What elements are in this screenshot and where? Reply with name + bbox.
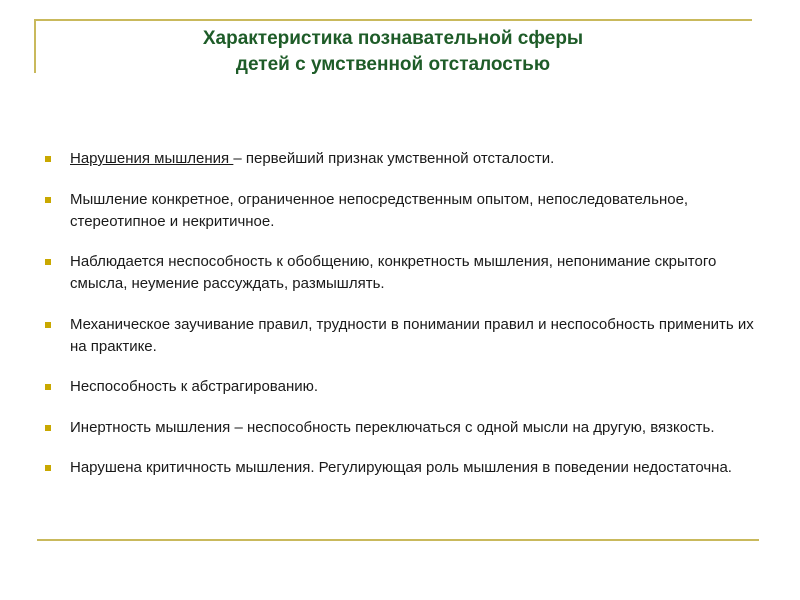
- bullet-item-text: Нарушена критичность мышления. Регулирующая роль мышления в поведении недостаточна.: [70, 459, 732, 476]
- bullet-item-criticality: [45, 457, 765, 479]
- bullet-item-underlined-text: Нарушения мышления: [70, 150, 234, 167]
- bullet-item-text: Механическое заучивание правил, трудности в понимании правил и неспособность применить их на практике.: [70, 315, 754, 355]
- bullet-item-text: Инертность мышления – неспособность переключаться с одной мысли на другую, вязкость.: [70, 418, 715, 436]
- bullet-item-inertia: [45, 417, 765, 439]
- square-bullet-icon: [45, 465, 51, 471]
- square-bullet-icon: [45, 156, 51, 162]
- bullet-item-text: Наблюдается неспособность к обобщению, конкретность мышления, непонимание скрытого смысла, неумение рассуждать, размышлять.: [70, 253, 717, 292]
- square-bullet-icon: [45, 322, 51, 328]
- top-divider-line: [34, 19, 752, 21]
- bullet-list: [45, 148, 765, 498]
- square-bullet-icon: [45, 197, 51, 203]
- bullet-item-mechanical-memorization: [45, 314, 765, 358]
- bullet-item-thinking-disorders: [45, 148, 765, 170]
- bullet-item-text: – первейший признак умственной отсталости.: [233, 150, 555, 167]
- slide-title-line-2: детей с умственной отсталостью: [235, 54, 551, 75]
- square-bullet-icon: [45, 384, 51, 390]
- slide-title: [34, 26, 752, 78]
- square-bullet-icon: [45, 259, 51, 265]
- slide-title-line-1: Характеристика познавательной сферы: [202, 28, 584, 49]
- bullet-item-concrete-thinking: [45, 189, 765, 233]
- bullet-item-text: Мышление конкретное, ограниченное непосредственным опытом, непоследовательное, стереотипное и некритичное.: [70, 190, 689, 230]
- bottom-divider-line: [37, 539, 759, 541]
- bullet-item-text: Неспособность к абстрагированию.: [70, 378, 319, 395]
- square-bullet-icon: [45, 425, 51, 431]
- bullet-item-generalization: [45, 251, 765, 295]
- bullet-item-abstraction: [45, 376, 765, 398]
